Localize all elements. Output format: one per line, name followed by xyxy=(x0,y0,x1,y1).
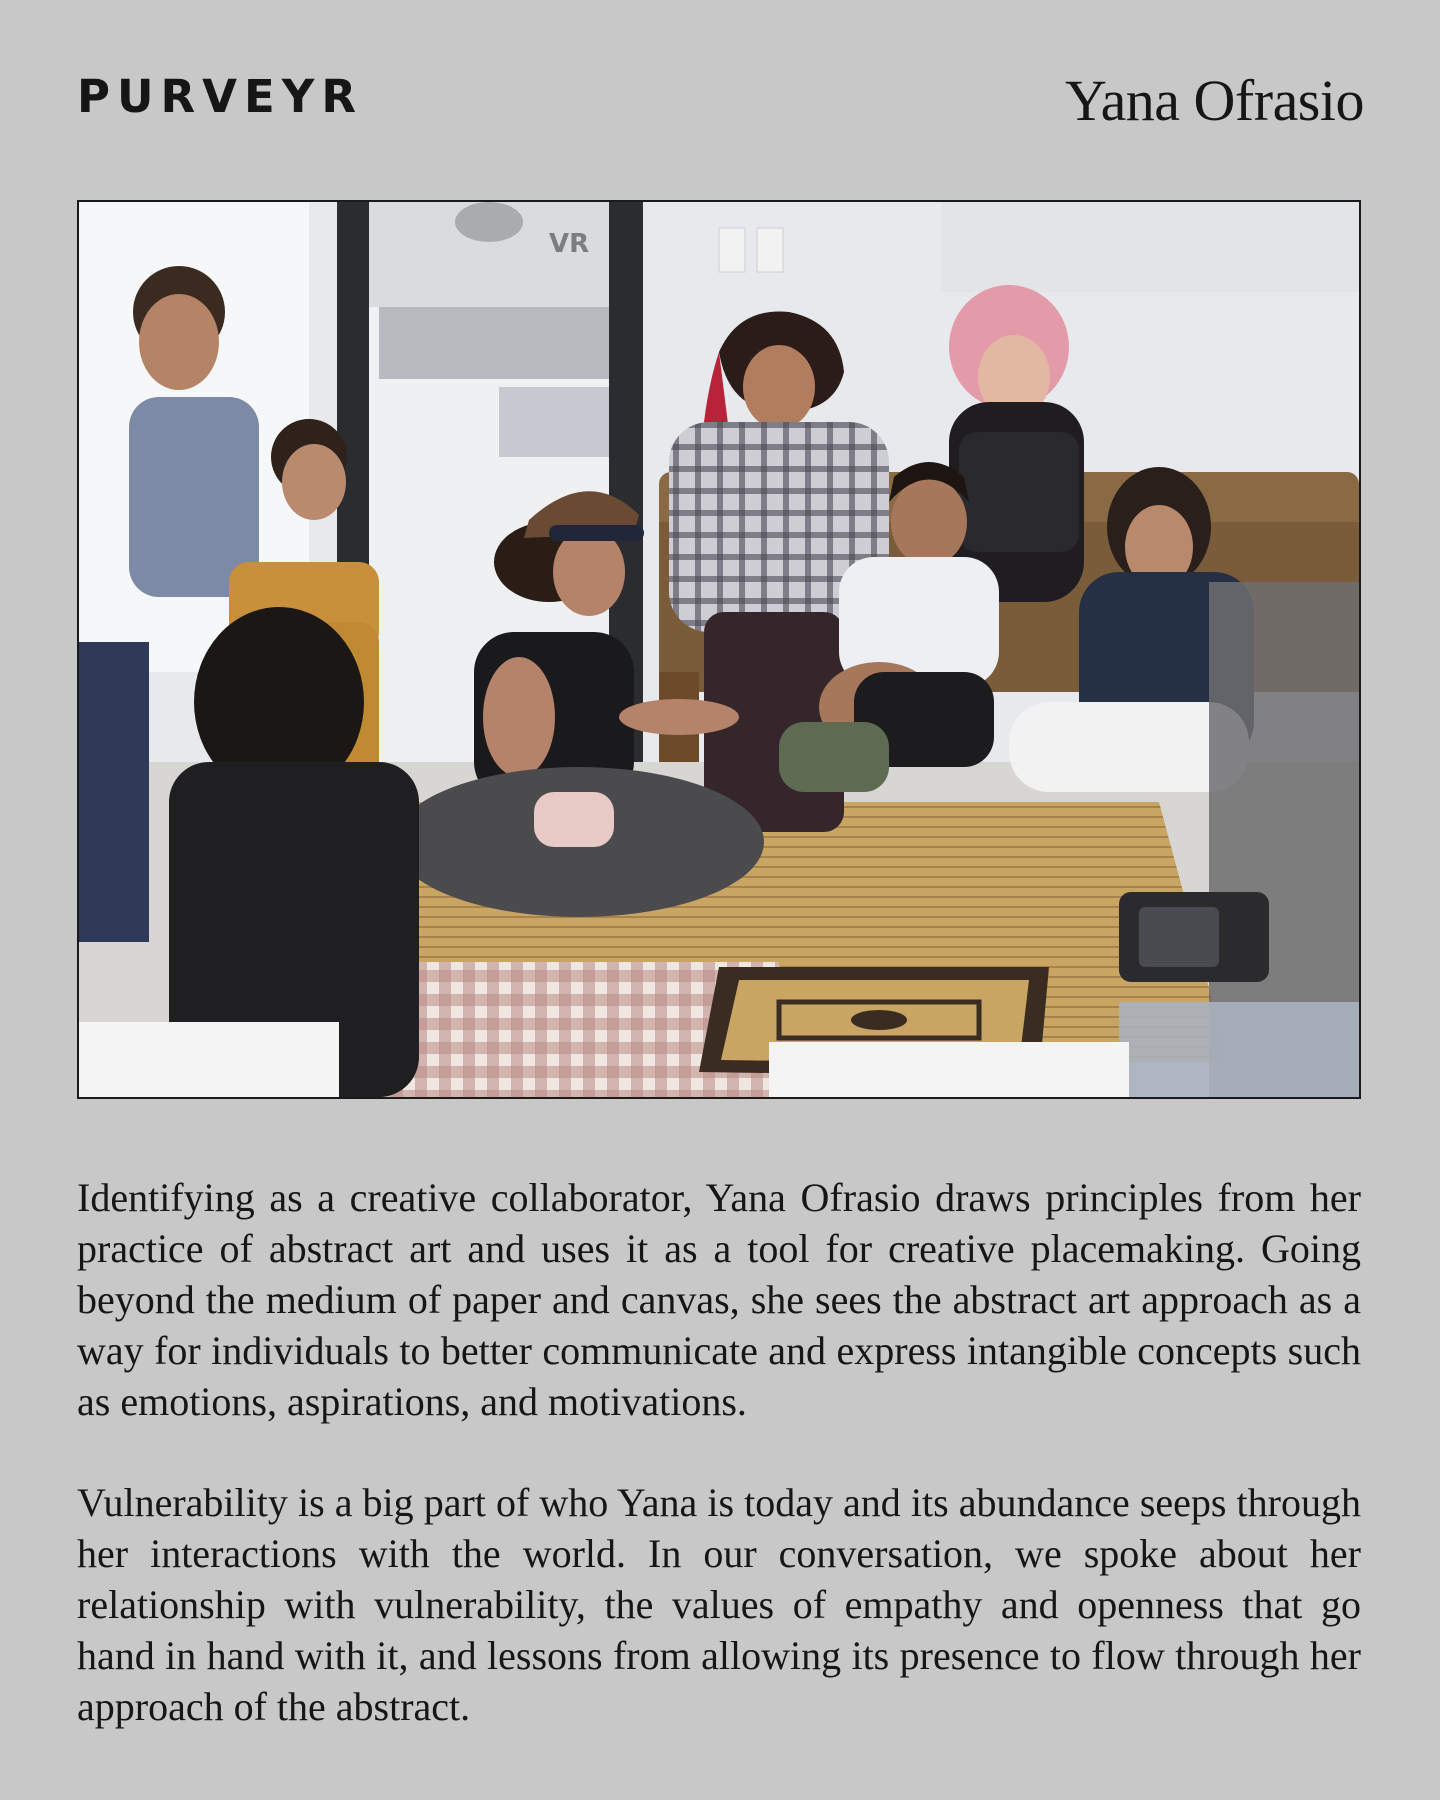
feature-photo xyxy=(77,200,1361,1099)
subject-name-heading: Yana Ofrasio xyxy=(1064,68,1364,133)
article-paragraph-1: Identifying as a creative collaborator, Yana Ofrasio draws principles from her practice of abstract art and uses it as a tool for creative placemaking. Going beyond the medium of paper and canvas, she sees the abstract art approach as a way for individuals to better communicate and express intangible concepts such as emotions, aspirations, and motivations. xyxy=(77,1175,1361,1424)
door-sign-text: VR xyxy=(549,229,590,259)
workshop-scene-illustration xyxy=(79,202,1359,1097)
article-paragraph-2: Vulnerability is a big part of who Yana is today and its abundance seeps through her interactions with the world. In our conversation, we spoke about her relationship with vulnerability, the values of empathy and openness that go hand in hand with it, and lessons from allowing its presence to flow through her approach of the abstract. xyxy=(77,1480,1361,1729)
brand-logo: PURVEYR xyxy=(77,70,363,123)
